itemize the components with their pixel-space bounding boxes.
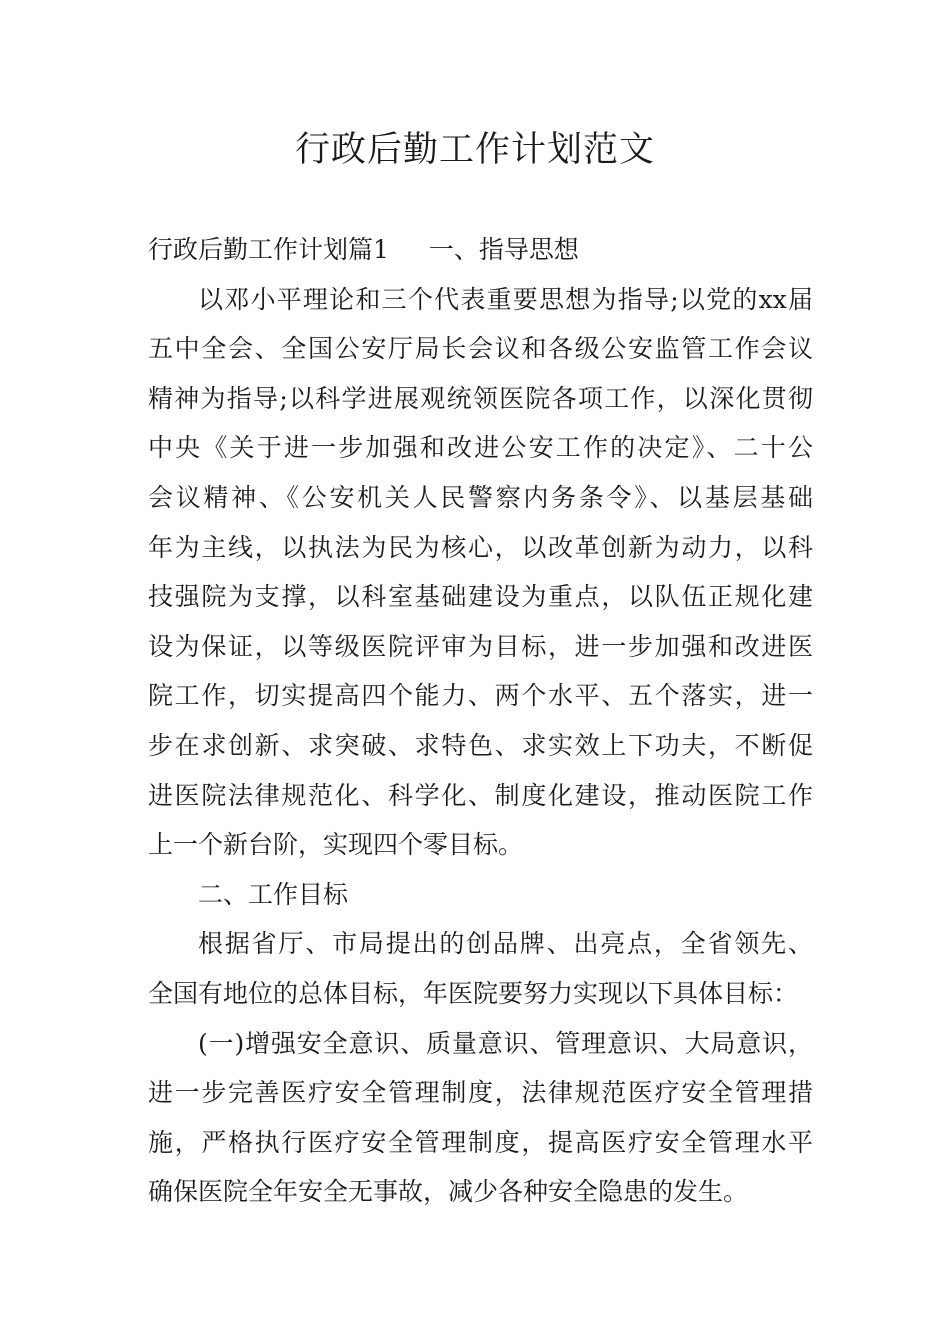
first-line: [148, 225, 813, 275]
article-heading: 行政后勤工作计划篇1: [148, 235, 389, 264]
body-line: 确保医院全年安全无事故，减少各种安全隐患的发生。: [148, 1177, 749, 1207]
body-line: 进一步完善医疗安全管理制度，法律规范医疗安全管理措: [148, 1078, 813, 1108]
section-heading-guiding-ideology: 一、指导思想: [428, 235, 579, 264]
body-line: 全国有地位的总体目标，年医院要努力实现以下具体目标：: [148, 978, 799, 1008]
body-line: 设为保证，以等级医院评审为目标，进一步加强和改进医: [148, 631, 813, 661]
document-body: [148, 225, 813, 1217]
body-line: 中央《关于进一步加强和改进公安工作的决定》、二十公: [148, 433, 813, 463]
section-heading-work-goals: 二、工作目标: [198, 879, 349, 909]
body-line: 根据省厅、市局提出的创品牌、出亮点，全省领先、: [198, 929, 813, 959]
body-line: 五中全会、全国公安厅局长会议和各级公安监管工作会议: [148, 334, 813, 364]
body-line: (一)增强安全意识、质量意识、管理意识、大局意识，: [198, 1028, 813, 1058]
body-line: 院工作，切实提高四个能力、两个水平、五个落实，进一: [148, 681, 813, 711]
body-line: 精神为指导;以科学进展观统领医院各项工作，以深化贯彻: [148, 383, 813, 413]
body-line: 进医院法律规范化、科学化、制度化建设，推动医院工作: [148, 780, 813, 810]
body-line: 技强院为支撑，以科室基础建设为重点，以队伍正规化建: [148, 582, 813, 612]
body-line: 上一个新台阶，实现四个零目标。: [148, 830, 524, 860]
body-line: 施，严格执行医疗安全管理制度，提高医疗安全管理水平: [148, 1127, 813, 1157]
body-line: 步在求创新、求突破、求特色、求实效上下功夫，不断促: [148, 730, 813, 760]
body-line: 以邓小平理论和三个代表重要思想为指导;以党的xx届: [198, 284, 813, 314]
body-line: 会议精神、《公安机关人民警察内务条令》、以基层基础: [148, 482, 813, 512]
document-title: 行政后勤工作计划范文: [294, 130, 655, 170]
body-line: 年为主线，以执法为民为核心，以改革创新为动力，以科: [148, 532, 813, 562]
